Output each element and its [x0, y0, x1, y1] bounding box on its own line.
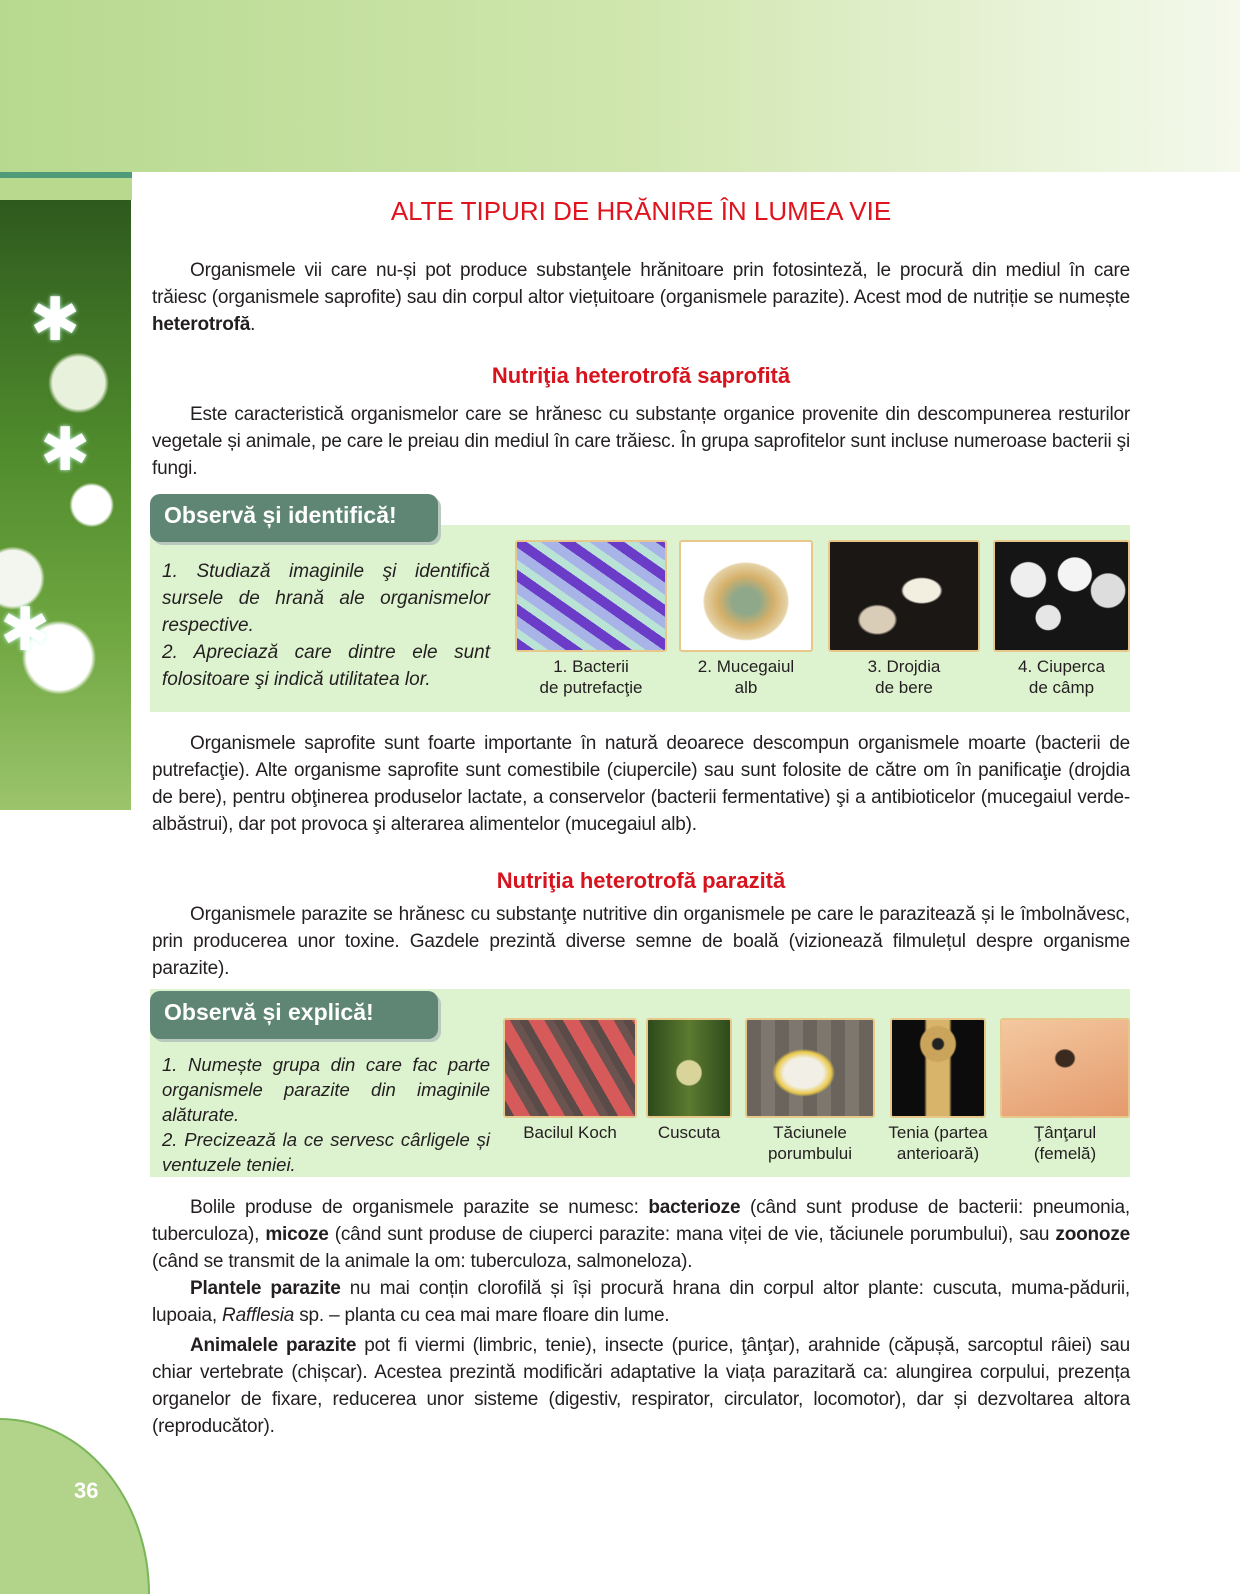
bold-term: Plantele parazite	[190, 1278, 341, 1299]
heading-parazita: Nutriţia heterotrofă parazită	[496, 868, 786, 893]
saprofita-paragraph-1	[152, 401, 1130, 482]
figure-caption: Tăciunele	[773, 1123, 847, 1142]
figure-caption: Cuscuta	[657, 1123, 721, 1142]
tapeworm-image	[890, 1018, 986, 1118]
side-band	[0, 178, 132, 200]
bacteria-image	[515, 540, 667, 652]
figure-cuscuta	[646, 1018, 732, 1143]
corn-smut-image	[745, 1018, 875, 1118]
text-run: (când se transmit de la animale la om: tuberculoza, salmoneloza).	[152, 1251, 693, 1272]
mosquito-image	[1000, 1018, 1130, 1118]
text-run: Este caracteristică organismelor care se hrănesc cu substanțe organice provenite din descompunerea resturilor vegetale și animale, pe care le preiau din mediul în care trăiesc. În grupa saprofitelor sunt incluse numeroase bacterii şi fungi.	[152, 404, 1130, 479]
figure-caption: 1. Bacterii	[553, 657, 629, 676]
heading-saprofita: Nutriţia heterotrofă saprofită	[491, 363, 791, 388]
figure-caption: de putrefacţie	[539, 678, 643, 697]
figure-caption: 2. Mucegaiul	[697, 657, 795, 676]
text-run: (când sunt produse de ciuperci parazite: mana viței de vie, tăciunele porumbului), sau	[328, 1224, 1056, 1245]
text-run: nu mai conțin clorofilă și își procură hrana din corpul altor plante: cuscuta, muma-pădurii, lupoaia,	[152, 1278, 1130, 1326]
figure-corn-smut	[745, 1018, 875, 1164]
koch-bacillus-image	[503, 1018, 637, 1118]
task-2: 2. Precizează la ce servesc cârligele și ventuzele teniei.	[162, 1129, 490, 1175]
text-run: Bolile produse de organismele parazite se numesc:	[190, 1197, 649, 1218]
mushroom-image	[993, 540, 1130, 652]
bold-term: heterotrofă	[152, 314, 251, 335]
page-title: ALTE TIPURI DE HRĂNIRE ÎN LUMEA VIE	[390, 196, 892, 226]
task-1: 1. Studiază imaginile şi identifică sursele de hrană ale organismelor respective.	[162, 561, 490, 636]
figure-mushroom	[993, 540, 1130, 698]
parazita-paragraph-2	[152, 1194, 1130, 1275]
page-corner-decoration	[0, 1418, 150, 1594]
flower-icon: ✱	[30, 286, 81, 353]
observe-identify-tab: Observă și identifică!	[150, 494, 438, 542]
bold-term: zoonoze	[1055, 1224, 1130, 1245]
text-run: (când sunt produse de bacterii: pneumonia, tuberculoza),	[152, 1197, 1130, 1245]
yeast-image	[828, 540, 980, 652]
task-list-2	[162, 1052, 490, 1177]
page-header-band	[0, 0, 1240, 172]
figure-caption: (femelă)	[1033, 1144, 1097, 1163]
cuscuta-image	[646, 1018, 732, 1118]
moldy-bread-image	[679, 540, 813, 652]
text-run: .	[250, 314, 256, 335]
figure-bacteria	[514, 540, 668, 698]
task-1: 1. Numește grupa din care fac parte organismele parazite din imaginile alăturate.	[162, 1054, 490, 1125]
bold-term: micoze	[265, 1224, 329, 1245]
figure-caption: Tenia (partea	[888, 1123, 988, 1142]
saprofita-paragraph-2	[152, 730, 1130, 838]
observe-explain-tab: Observă și explică!	[150, 991, 438, 1039]
text-run: Organismele saprofite sunt foarte importante în natură deoarece descompun organismele moarte (bacterii de putrefacţie). Alte organisme saprofite sunt comestibile (ciupercile) sau sunt folosite de către om în panificaţie (drojdia de bere), pentru obţinerea produselor lactate, a conservelor (bacterii fermentative) şi a antibioticelor (mucegaiul verde-albăstrui), dar pot provoca şi alterarea alimentelor (mucegaiul alb).	[152, 733, 1130, 835]
bold-term: Animalele parazite	[190, 1335, 357, 1356]
figure-tapeworm	[885, 1018, 991, 1164]
flower-icon: ✱	[0, 596, 51, 663]
figure-caption: alb	[734, 678, 758, 697]
text-run: sp. – planta cu cea mai mare floare din lume.	[294, 1305, 670, 1326]
figure-caption: de bere	[875, 678, 933, 697]
italic-term: Rafflesia	[222, 1305, 295, 1326]
figure-caption: de câmp	[1028, 678, 1095, 697]
task-2: 2. Apreciază care dintre ele sunt folositoare şi indică utilitatea lor.	[162, 642, 490, 690]
figure-caption: Bacilul Koch	[523, 1123, 617, 1142]
parazita-paragraph-1	[152, 901, 1130, 982]
text-run: Organismele vii care nu-și pot produce substanţele hrănitoare prin fotosinteză, le procură din mediul în care trăiesc (organismele saprofite) sau din corpul altor viețuitoare (organismele parazite). Acest mod de nutriție se numește	[152, 260, 1130, 308]
figure-yeast	[828, 540, 980, 698]
figure-koch	[503, 1018, 637, 1143]
jasmine-flowers-image	[0, 200, 131, 810]
figure-mold	[679, 540, 813, 698]
task-list-1	[162, 558, 490, 693]
figure-caption: 3. Drojdia	[867, 657, 941, 676]
figure-caption: porumbului	[767, 1144, 853, 1163]
parazita-paragraph-4	[152, 1332, 1130, 1440]
text-run: Organismele parazite se hrănesc cu substanţe nutritive din organismele pe care le parazitează și le îmbolnăvesc, prin producerea unor toxine. Gazdele prezintă diverse semne de boală (vizionează filmulețul despre organisme parazite).	[152, 904, 1130, 979]
intro-paragraph	[152, 257, 1130, 338]
figure-caption: anterioară)	[896, 1144, 980, 1163]
figure-caption: Ţânţarul	[1033, 1123, 1097, 1142]
bold-term: bacterioze	[648, 1197, 741, 1218]
figure-mosquito	[1000, 1018, 1130, 1164]
text-run: pot fi viermi (limbric, tenie), insecte (purice, ţânţar), arahnide (căpușă, sarcoptul râiei) sau chiar vertebrate (chișcar). Acestea prezintă modificări adaptative la viața parazitară ca: alungirea corpului, prezența organelor de fixare, reducerea unor sisteme (digestiv, respirator, circulator, locomotor), dar și dezvoltarea altora (reproducător).	[152, 1335, 1130, 1437]
parazita-paragraph-3	[152, 1275, 1130, 1329]
figure-caption: 4. Ciuperca	[1018, 657, 1105, 676]
flower-icon: ✱	[40, 416, 91, 483]
page-number: 36	[74, 1478, 99, 1503]
